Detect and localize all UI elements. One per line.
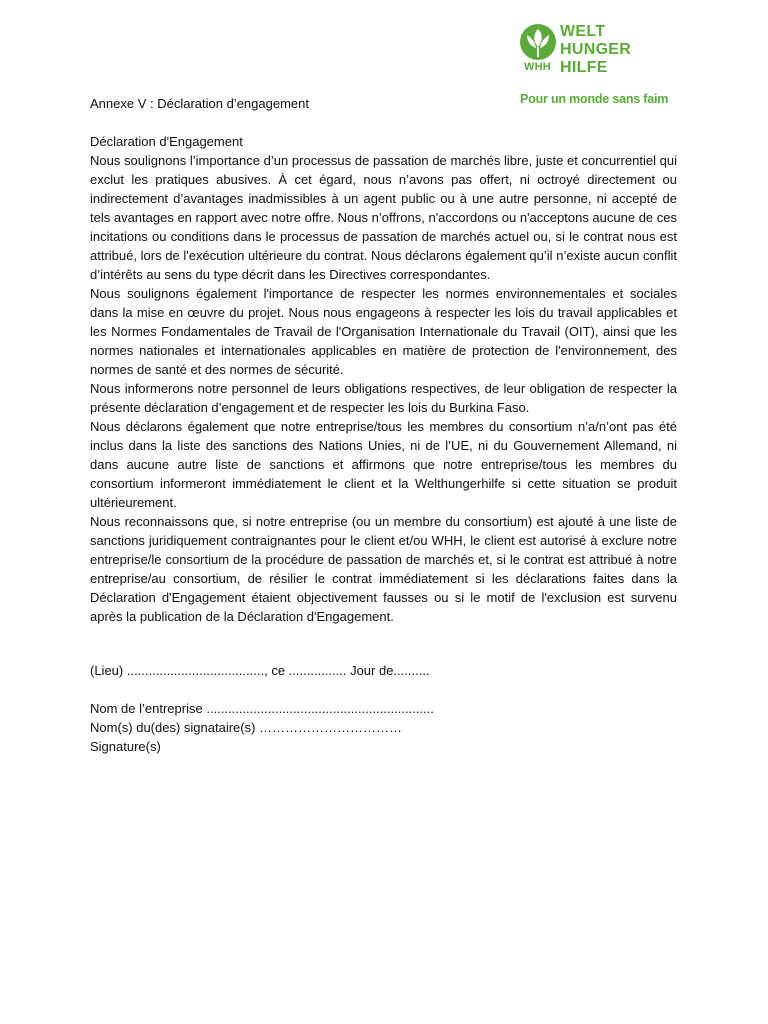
declaration-body (90, 132, 677, 626)
signature-field: Signature(s) (90, 739, 161, 754)
place-date-field: (Lieu) ......................................, ce ................ Jour de.......... (90, 663, 430, 678)
logo-word-line-3: HILFE (560, 59, 608, 76)
globe-leaf-icon (519, 23, 557, 61)
declaration-heading: Déclaration d'Engagement (90, 134, 243, 149)
paragraph-environment-social: Nous soulignons également l'importance de respecter les normes environnementales et sociales dans la mise en œuvre du projet. Nous nous engageons à respecter les lois du travail applicables et les Normes Fondamentales de Travail de l'Organisation Internationale du Travail (OIT), ainsi que les normes nationales et internationales applicables en matière de protection de l'environnement, des normes de santé et des normes de sécurité. (90, 286, 677, 377)
logo-abbreviation: WHH (524, 61, 551, 73)
logo-word-line-1: WELT (560, 23, 606, 40)
logo-word-line-2: HUNGER (560, 41, 632, 58)
paragraph-exclusion: Nous reconnaissons que, si notre entreprise (ou un membre du consortium) est ajouté à une liste de sanctions juridiquement contraignantes pour le client et/ou WHH, le client est autorisé à exclure notre entreprise/le consortium de la procédure de passation de marchés et, si le contrat est attribué à notre entreprise/au consortium, de résilier le contrat immédiatement si les déclarations faites dans la Déclaration d'Engagement étaient objectivement fausses ou si le motif de l'exclusion est survenu après la publication de la Déclaration d'Engagement. (90, 514, 677, 624)
annex-title: Annexe V : Déclaration d’engagement (90, 96, 309, 111)
signature-fields (90, 661, 677, 756)
paragraph-staff-obligations: Nous informerons notre personnel de leurs obligations respectives, de leur obligation de respecter la présente déclaration d’engagement et de respecter les lois du Burkina Faso. (90, 381, 677, 415)
company-name-field: Nom de l’entreprise ............................................................... (90, 701, 434, 716)
signatories-field: Nom(s) du(des) signataire(s) …………………………… (90, 720, 403, 735)
paragraph-integrity: Nous soulignons l’importance d’un processus de passation de marchés libre, juste et concurrentiel qui exclut les pratiques abusives. À cet égard, nous n’avons pas offert, ni octroyé directement ou indirectement d’avantages inadmissibles à un agent public ou à une autre personne, ni accepté de tels avantages en rapport avec notre offre. Nous n’offrons, n'accordons ou n'acceptons aucune de ces incitations ou conditions dans le processus de passation de marchés actuel ou, si le contrat nous est attribué, lors de l'exécution ultérieure du contrat. Nous déclarons également qu’il n’existe aucun conflit d’intérêts au sens du type décrit dans les Directives correspondantes. (90, 153, 677, 282)
logo-tagline: Pour un monde sans faim (520, 92, 669, 106)
paragraph-sanctions-lists: Nous déclarons également que notre entreprise/tous les membres du consortium n’a/n’ont pas été inclus dans la liste des sanctions des Nations Unies, ni de l’UE, ni du Gouvernement Allemand, ni dans aucune autre liste de sanctions et affirmons que notre entreprise/tous les membres du consortium informeront immédiatement le client et la Welthungerhilfe si cette situation se produit ultérieurement. (90, 419, 677, 510)
